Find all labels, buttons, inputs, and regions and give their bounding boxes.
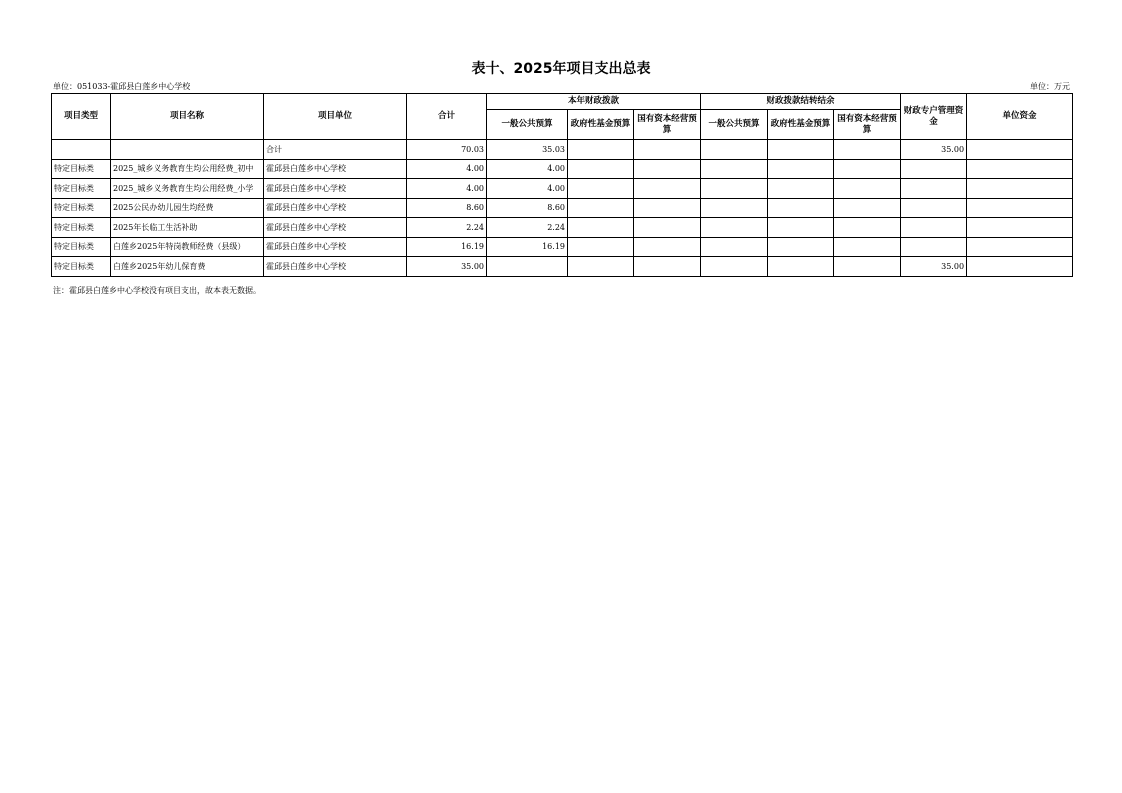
header-self: 单位资金 — [967, 94, 1073, 140]
table-row — [52, 198, 1073, 218]
cell-general-carry — [701, 257, 768, 277]
page-title: 表十、2025年项目支出总表 — [471, 61, 651, 77]
cell-name: 2025_城乡义务教育生均公用经费_初中 — [111, 159, 264, 179]
cell-special — [901, 198, 967, 218]
cell-self — [967, 159, 1073, 179]
cell-special: 35.00 — [901, 257, 967, 277]
cell-general-carry — [701, 218, 768, 238]
cell-type: 特定目标类 — [52, 198, 111, 218]
cell-state-capital — [634, 179, 701, 199]
header-general-carry: 一般公共预算 — [701, 110, 768, 140]
cell-gov-fund-carry — [768, 237, 834, 257]
project-expenditure-table — [51, 93, 1073, 277]
cell-name: 2025公民办幼儿园生均经费 — [111, 198, 264, 218]
cell-name: 2025年长临工生活补助 — [111, 218, 264, 238]
cell-gov-fund — [568, 218, 634, 238]
cell-self — [967, 140, 1073, 160]
cell-state-capital — [634, 257, 701, 277]
cell-gov-fund — [568, 198, 634, 218]
cell-general — [487, 257, 568, 277]
unit-label-left: 单位：051033-霍邱县白莲乡中心学校 — [53, 82, 191, 91]
cell-general: 2.24 — [487, 218, 568, 238]
cell-unit: 霍邱县白莲乡中心学校 — [264, 237, 407, 257]
cell-type — [52, 140, 111, 160]
cell-state-capital-carry — [834, 257, 901, 277]
cell-self — [967, 179, 1073, 199]
unit-label-right: 单位：万元 — [1030, 82, 1070, 91]
cell-type: 特定目标类 — [52, 179, 111, 199]
cell-gov-fund-carry — [768, 218, 834, 238]
table-row — [52, 237, 1073, 257]
cell-self — [967, 218, 1073, 238]
header-total: 合计 — [407, 94, 487, 140]
footnote: 注：霍邱县白莲乡中心学校没有项目支出，故本表无数据。 — [53, 286, 261, 295]
cell-general-carry — [701, 140, 768, 160]
cell-general: 35.03 — [487, 140, 568, 160]
cell-state-capital — [634, 218, 701, 238]
cell-name: 白莲乡2025年幼儿保育费 — [111, 257, 264, 277]
cell-total: 4.00 — [407, 179, 487, 199]
cell-state-capital-carry — [834, 179, 901, 199]
table-row — [52, 179, 1073, 199]
cell-self — [967, 257, 1073, 277]
cell-general: 4.00 — [487, 159, 568, 179]
cell-name: 2025_城乡义务教育生均公用经费_小学 — [111, 179, 264, 199]
cell-general-carry — [701, 159, 768, 179]
header-gov-fund-carry: 政府性基金预算 — [768, 110, 834, 140]
cell-special — [901, 179, 967, 199]
cell-unit: 霍邱县白莲乡中心学校 — [264, 257, 407, 277]
header-carryover: 财政拨款结转结余 — [701, 94, 901, 110]
cell-gov-fund — [568, 257, 634, 277]
table-row — [52, 257, 1073, 277]
cell-general-carry — [701, 237, 768, 257]
cell-unit: 霍邱县白莲乡中心学校 — [264, 218, 407, 238]
cell-special — [901, 237, 967, 257]
cell-gov-fund — [568, 237, 634, 257]
cell-type: 特定目标类 — [52, 257, 111, 277]
cell-state-capital-carry — [834, 198, 901, 218]
cell-gov-fund — [568, 140, 634, 160]
cell-special: 35.00 — [901, 140, 967, 160]
cell-special — [901, 218, 967, 238]
table-row — [52, 218, 1073, 238]
cell-gov-fund — [568, 159, 634, 179]
cell-total: 70.03 — [407, 140, 487, 160]
table-row — [52, 159, 1073, 179]
cell-total: 8.60 — [407, 198, 487, 218]
cell-type: 特定目标类 — [52, 237, 111, 257]
cell-type: 特定目标类 — [52, 218, 111, 238]
cell-total: 35.00 — [407, 257, 487, 277]
cell-type: 特定目标类 — [52, 159, 111, 179]
cell-total: 2.24 — [407, 218, 487, 238]
cell-total: 16.19 — [407, 237, 487, 257]
cell-gov-fund — [568, 179, 634, 199]
header-gov-fund: 政府性基金预算 — [568, 110, 634, 140]
cell-self — [967, 198, 1073, 218]
cell-unit: 霍邱县白莲乡中心学校 — [264, 179, 407, 199]
header-unit: 项目单位 — [264, 94, 407, 140]
header-state-capital-carry: 国有资本经营预算 — [834, 110, 901, 140]
cell-self — [967, 237, 1073, 257]
cell-state-capital — [634, 140, 701, 160]
cell-gov-fund-carry — [768, 198, 834, 218]
cell-special — [901, 159, 967, 179]
table-row-total — [52, 140, 1073, 160]
cell-gov-fund-carry — [768, 257, 834, 277]
cell-gov-fund-carry — [768, 179, 834, 199]
cell-name — [111, 140, 264, 160]
cell-gov-fund-carry — [768, 159, 834, 179]
cell-general-carry — [701, 198, 768, 218]
cell-general: 16.19 — [487, 237, 568, 257]
cell-name: 白莲乡2025年特岗教师经费（县级） — [111, 237, 264, 257]
cell-state-capital-carry — [834, 237, 901, 257]
cell-unit: 合计 — [264, 140, 407, 160]
cell-state-capital — [634, 159, 701, 179]
cell-state-capital — [634, 237, 701, 257]
cell-unit: 霍邱县白莲乡中心学校 — [264, 198, 407, 218]
cell-general: 8.60 — [487, 198, 568, 218]
cell-general: 4.00 — [487, 179, 568, 199]
header-general: 一般公共预算 — [487, 110, 568, 140]
header-name: 项目名称 — [111, 94, 264, 140]
header-current-year: 本年财政拨款 — [487, 94, 701, 110]
header-special: 财政专户管理资金 — [901, 94, 967, 140]
header-type: 项目类型 — [52, 94, 111, 140]
cell-state-capital-carry — [834, 159, 901, 179]
cell-state-capital-carry — [834, 218, 901, 238]
cell-state-capital-carry — [834, 140, 901, 160]
cell-total: 4.00 — [407, 159, 487, 179]
cell-unit: 霍邱县白莲乡中心学校 — [264, 159, 407, 179]
cell-gov-fund-carry — [768, 140, 834, 160]
cell-general-carry — [701, 179, 768, 199]
cell-state-capital — [634, 198, 701, 218]
header-state-capital: 国有资本经营预算 — [634, 110, 701, 140]
